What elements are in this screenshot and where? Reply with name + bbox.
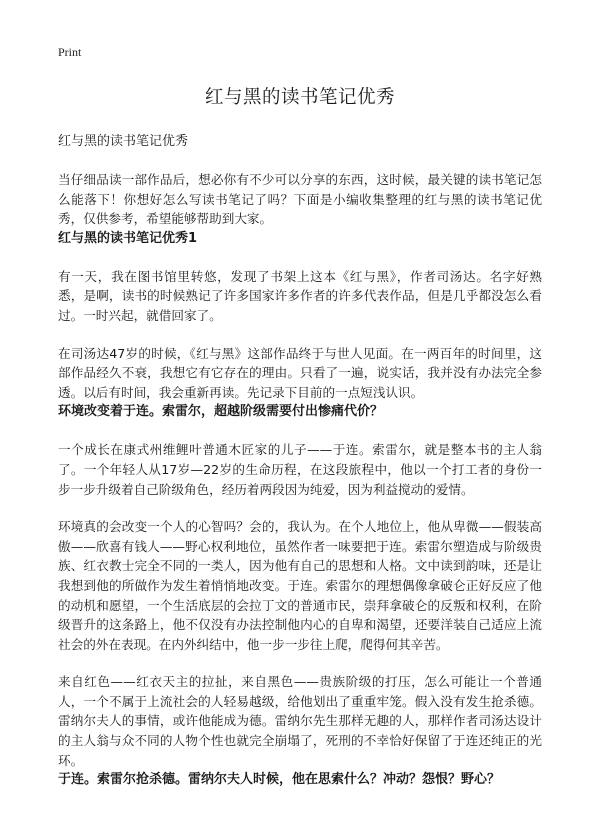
section-2-paragraph-2: 环境真的会改变一个人的心智吗？会的，我认为。在个人地位上，他从卑微——假装高傲——欣喜有钱人——野心权利地位，虽然作者一味要把于连。索雷尔塑造成与阶级贵族、红衣教士完全不同的一类人，因为他有自己的思想和人格。文中读到韵味，还是让我想到他的所做作为发生着悄悄地改变。于连。索雷尔的理想偶像拿破仑正好反应了他的动机和愿望，一个生活底层的会拉丁文的普通市民，崇拜拿破仑的反叛和权利，在阶级晋升的这条路上，他不仅没有办法控制他内心的自卑和渴望，还要洋装自己适应上流社会的外在表现。在内外纠结中，他一步一步往上爬，爬得何其辛苦。 <box>58 519 542 652</box>
section-1-heading: 红与黑的读书笔记优秀1 <box>58 230 198 246</box>
section-2-heading: 环境改变着于连。索雷尔，超越阶级需要付出惨痛代价？ <box>58 404 384 420</box>
section-3-heading: 于连。索雷尔抢杀德。雷纳尔夫人时候，他在思索什么？冲动？怨恨？野心？ <box>58 772 501 788</box>
section-2-paragraph-3: 来自红色——红衣天主的拉扯，来自黑色——贵族阶级的打压，怎么可能让一个普通人，一个不属于上流社会的人轻易越级，给他划出了重重牢笼。假入没有发生抢杀德。雷纳尔夫人的事情，或许他能成为德。雷纳尔先生那样无趣的人，那样作者司汤达设计的主人翁与众不同的人物个性也就完全崩塌了，死刑的不幸恰好保留了于连还纯正的光环。 <box>58 674 542 768</box>
intro-paragraph: 当仔细品读一部作品后，想必你有不少可以分享的东西，这时候，最关键的读书笔记怎么能落下！你想好怎么写读书笔记了吗？下面是小编收集整理的红与黑的读书笔记优秀，仅供参考，希望能够帮助到大家。 <box>58 172 542 227</box>
print-link[interactable]: Print <box>58 45 82 59</box>
section-2-paragraph-1: 一个成长在康式州维鲤叶普通木匠家的儿子——于连。索雷尔，就是整本书的主人翁了。一个年轻人从17岁—22岁的生命历程，在这段旅程中，他以一个打工者的身份一步一步升级着自己阶级角色，经历着两段因为纯爱，因为利益搅动的爱情。 <box>58 442 542 497</box>
document-subtitle: 红与黑的读书笔记优秀 <box>58 134 189 149</box>
section-1-paragraph-2: 在司汤达47岁的时候，《红与黑》这部作品终于与世人见面。在一两百年的时间里，这部作品经久不衰，我想它有它存在的理由。只看了一遍，说实话，我并没有办法完全参透。以后有时间，我会重新再读。先记录下目前的一点短浅认识。 <box>58 345 542 400</box>
document-title: 红与黑的读书笔记优秀 <box>204 87 395 108</box>
section-1-paragraph-1: 有一天，我在图书馆里转悠，发现了书架上这本《红与黑》，作者司汤达。名字好熟悉，是啊，读书的时候熟记了许多国家许多作者的许多代表作品，但是几乎都没怎么看过。一时兴起，就借回家了。 <box>58 268 542 323</box>
